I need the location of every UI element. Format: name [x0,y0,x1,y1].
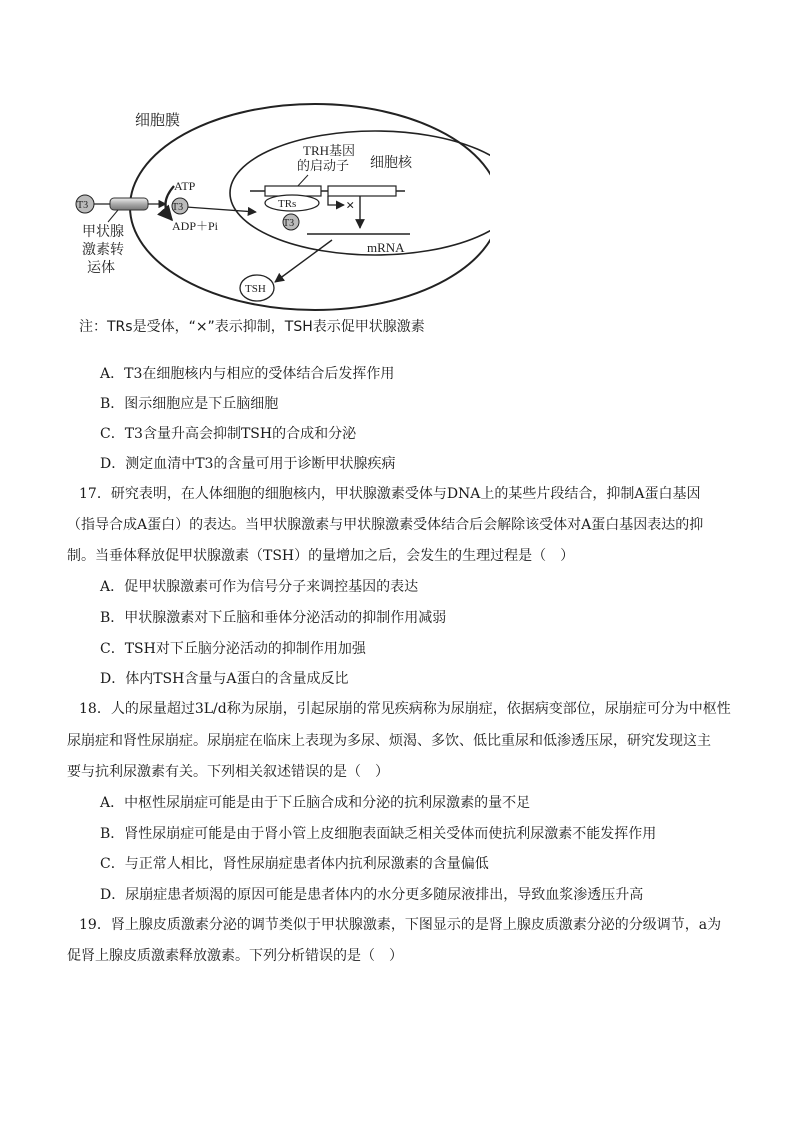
q18-option-b: B．肾性尿崩症可能是由于肾小管上皮细胞表面缺乏相关受体而使抗利尿激素不能发挥作用 [100,826,657,842]
mrna-label: mRNA [367,240,405,255]
transporter-label-1: 甲状腺 [82,225,124,240]
transporter-body [110,198,148,210]
q18-stem-line-2: 尿崩症和肾性尿崩症。尿崩症在临床上表现为多尿、烦渴、多饮、低比重尿和低渗透压尿，研究发现这主 [67,733,711,749]
q18-option-d: D．尿崩症患者烦渴的原因可能是患者体内的水分更多随尿液排出，导致血浆渗透压升高 [100,887,644,903]
diagram-note: 注：TRs是受体，“×”表示抑制，TSH表示促甲状腺激素 [79,319,425,335]
t3-outside-label: T3 [77,200,89,211]
tsh-label: TSH [245,283,266,295]
cell-membrane-label: 细胞膜 [135,113,181,129]
q16-option-b: B．图示细胞应是下丘脑细胞 [100,396,279,412]
q17-stem-line-3: 制。当垂体释放促甲状腺激素（TSH）的量增加之后，会发生的生理过程是（ ） [67,548,575,564]
q16-option-d: D．测定血清中T3的含量可用于诊断甲状腺疾病 [100,456,396,472]
atp-label: ATP [174,179,196,193]
q18-stem-line-3: 要与抗利尿激素有关。下列相关叙述错误的是（ ） [67,764,389,780]
t3-nucleus-label: T3 [283,218,295,229]
q17-stem-line-2: （指导合成A蛋白）的表达。当甲状腺激素与甲状腺激素受体结合后会解除该受体对A蛋白基因表达的抑 [67,517,704,533]
q16-option-c: C．T3含量升高会抑制TSH的合成和分泌 [100,426,357,442]
inhibition-arrow [328,196,344,205]
transporter-label-2: 激素转 [82,243,124,258]
q18-stem-line-1: 18．人的尿量超过3L/d称为尿崩，引起尿崩的常见疾病称为尿崩症，依据病变部位，尿崩症可分为中枢性 [79,701,731,717]
q17-option-c: C．TSH对下丘脑分泌活动的抑制作用加强 [100,641,366,657]
nucleus-label: 细胞核 [370,156,412,171]
trh-gene-label: TRH基因 [303,143,356,158]
t3-to-trs-arrow [186,207,256,212]
trs-label: TRs [278,198,297,210]
adp-pi-label: ADP＋Pi [172,219,219,233]
inhibit-mark: × [346,198,355,214]
q17-option-b: B．甲状腺激素对下丘脑和垂体分泌活动的抑制作用减弱 [100,610,447,626]
q18-option-a: A．中枢性尿崩症可能是由于下丘脑合成和分泌的抗利尿激素的量不足 [100,795,531,811]
q18-option-c: C．与正常人相比，肾性尿崩症患者体内抗利尿激素的含量偏低 [100,856,489,872]
q16-option-a: A．T3在细胞核内与相应的受体结合后发挥作用 [100,366,395,382]
t3-cytoplasm-label: T3 [172,202,184,213]
q17-stem-line-1: 17．研究表明，在人体细胞的细胞核内，甲状腺激素受体与DNA上的某些片段结合，抑制A蛋白基因 [79,486,701,502]
gene-box [328,186,396,196]
transporter-label-3: 运体 [87,261,115,276]
q17-option-a: A．促甲状腺激素可作为信号分子来调控基因的表达 [100,579,419,595]
transporter-pointer [108,210,118,222]
promoter-label: 的启动子 [297,158,350,173]
q19-stem-line-1: 19．肾上腺皮质激素分泌的调节类似于甲状腺激素，下图显示的是肾上腺皮质激素分泌的分级调节，a为 [79,917,722,933]
q17-option-d: D．体内TSH含量与A蛋白的含量成反比 [100,671,349,687]
thyroid-hormone-cell-diagram [70,100,490,345]
q19-stem-line-2: 促肾上腺皮质激素释放激素。下列分析错误的是（ ） [67,948,403,964]
